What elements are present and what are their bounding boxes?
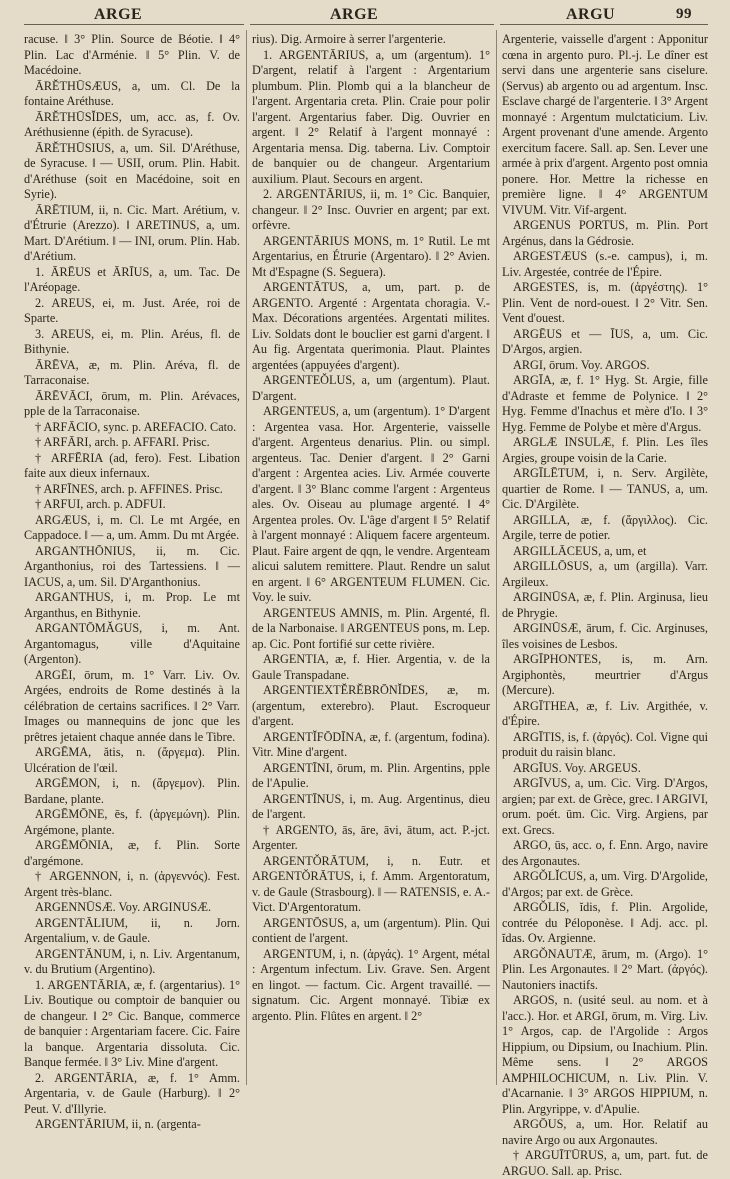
dictionary-entry: ARGĪA, æ, f. 1° Hyg. St. Argie, fille d'Adraste et femme de Polynice. ‖ 2° Hyg. Femme d'Inachus et mère d'Io. ‖ 3° Hyg. Femme de Polybe et mère d'Argus. bbox=[502, 373, 708, 434]
dictionary-entry: 2. ARGENTĀRIUS, ii, m. 1° Cic. Banquier, changeur. ‖ 2° Insc. Ouvrier en argent; par ext. orfèvre. bbox=[252, 187, 490, 232]
dictionary-entry: † ARFUI, arch. p. ADFUI. bbox=[35, 497, 166, 511]
dictionary-entry: ARGĪLĒTUM, i, n. Serv. Argilète, quartier de Rome. ‖ — TANUS, a, um. Cic. D'Argilète. bbox=[502, 466, 708, 511]
dictionary-entry: † ARFĀCIO, sync. p. AREFACIO. Cato. bbox=[35, 419, 237, 434]
dictionary-entry: 1. ARGENTĀRIUS, a, um (argentum). 1° D'argent, relatif à l'argent : Argentarium plumbum. Plin. Plomb qui a la blancheur de l'argent. Argentaria creta. Plin. Craie pour polir l'argent. Argentarius faber. Dig. Ouvrier en argent. ‖ 2° Relatif à l'argent monnayé : Argentaria mensa. Dig. taberna. Liv. Comptoir de banquier ou de changeur. Argentarium auxilium. Plaut. Secours en argent. bbox=[252, 47, 490, 186]
dictionary-entry: ARGILLA, æ, f. (ἄργιλλος). Cic. Argile, terre de potier. bbox=[502, 512, 708, 542]
dictionary-entry: ARGENTĪNUS, i, m. Aug. Argentinus, dieu de l'argent. bbox=[252, 791, 490, 821]
dictionary-entry: ARGANTŌMĂGUS, i, m. Ant. Argantomagus, ville d'Aquitaine (Argenton). bbox=[24, 621, 240, 666]
dictionary-entry: ĀRĒVĀCI, ōrum, m. Plin. Arévaces, pple de la Tarraconaise. bbox=[24, 388, 240, 418]
dictionary-entry: racuse. ‖ 3° Plin. Source de Béotie. ‖ 4° Plin. Lac d'Arménie. ‖ 5° Plin. V. de Macédoine. bbox=[24, 32, 240, 77]
dictionary-entry: ARGŎNAUTÆ, ārum, m. (Argo). 1° Plin. Les Argonautes. ‖ 2° Mart. (ἀργός). Nautoniers inactifs. bbox=[502, 946, 708, 992]
dictionary-entry: ARGENUS PORTUS, m. Plin. Port Argénus, dans la Gédrosie. bbox=[502, 218, 708, 248]
dictionary-entry: ARGENTĀRIUS MONS, m. 1° Rutil. Le mt Argentarius, en Étrurie (Argentaro). ‖ 2° Avien. Mt d'Espagne (S. Seguera). bbox=[252, 233, 490, 279]
header-rule-left bbox=[24, 24, 244, 25]
dictionary-entry: ARGĪTIS, is, f. (ἀργός). Col. Vigne qui produit du raisin blanc. bbox=[502, 729, 708, 759]
column-1 bbox=[24, 32, 240, 1131]
dictionary-entry: ARGILLŌSUS, a, um (argilla). Varr. Argileux. bbox=[502, 559, 708, 589]
dictionary-entry: ARGENTIA, æ, f. Hier. Argentia, v. de la Gaule Transpadane. bbox=[252, 652, 490, 682]
dictionary-entry: † ARFĪNES, arch. p. AFFINES. Prisc. bbox=[35, 481, 223, 496]
dictionary-entry: ARGĒUS et — ĪUS, a, um. Cic. D'Argos, argien. bbox=[502, 326, 708, 356]
dictionary-entry: ARGENTĬFŌDĪNA, æ, f. (argentum, fodina). Vitr. Mine d'argent. bbox=[252, 729, 490, 759]
dictionary-entry: ĀRĔTHŪSÆUS, a, um. Cl. De la fontaine Aréthuse. bbox=[24, 78, 240, 108]
running-header bbox=[0, 4, 730, 30]
dictionary-entry: ARGĒMŌNIA, æ, f. Plin. Sorte d'argémone. bbox=[24, 838, 240, 868]
dictionary-entry: ARGESTÆUS (s.-e. campus), i, m. Liv. Argestée, contrée de l'Épire. bbox=[502, 249, 708, 279]
dictionary-entry: ARGENTUM, i, n. (ἀργάς). 1° Argent, métal : Argentum infectum. Liv. Grave. Sen. Argent en lingot. — factum. Cic. Argent travaillé. — signatum. Cic. Argent monnayé. Tibiæ ex argento. Plin. Flûtes en argent. ‖ 2° bbox=[252, 946, 490, 1023]
dictionary-entry: ARGĪTHEA, æ, f. Liv. Argithée, v. d'Épire. bbox=[502, 698, 708, 728]
dictionary-entry: ARGENTEUS AMNIS, m. Plin. Argenté, fl. de la Narbonaise. ‖ ARGENTEUS pons, m. Lep. ap. Cic. Pont fortifié sur cette rivière. bbox=[252, 605, 490, 651]
dictionary-entry: ARGĒMON, i, n. (ἄργεμον). Plin. Bardane, plante. bbox=[24, 776, 240, 806]
dictionary-entry: ĀRĒVA, æ, m. Plin. Aréva, fl. de Tarraconaise. bbox=[24, 357, 240, 387]
column-divider-1 bbox=[246, 30, 247, 1085]
header-right-guideword: ARGU bbox=[566, 6, 616, 23]
dictionary-entry: ARGENNŪSÆ. Voy. ARGINUSÆ. bbox=[35, 900, 212, 914]
dictionary-entry: ĀRĔTHŪSIUS, a, um. Sil. D'Aréthuse, de Syracuse. ‖ — USII, orum. Plin. Habit. d'Aréthuse (soit en Macédoine, soit en Syrie). bbox=[24, 140, 240, 201]
header-left-guideword: ARGE bbox=[94, 6, 143, 23]
dictionary-entry: ARGENTŌSUS, a, um (argentum). Plin. Qui contient de l'argent. bbox=[252, 915, 490, 945]
dictionary-entry: ARGINŪSA, æ, f. Plin. Arginusa, lieu de Phrygie. bbox=[502, 590, 708, 620]
dictionary-entry: ARGĒI, ōrum, m. 1° Varr. Liv. Ov. Argées, endroits de Rome destinés à la célébration de certains sacrifices. ‖ 2° Varr. Images ou mannequins de jonc que les prêtres jetaient chaque année dans le Tibre. bbox=[24, 667, 240, 744]
dictionary-entry: † ARFĒRIA (ad, fero). Fest. Libation faite aux dieux infernaux. bbox=[24, 450, 240, 480]
dictionary-entry: 1. ARGENTĀRIA, æ, f. (argentarius). 1° Liv. Boutique ou comptoir de banquier ou de changeur. ‖ 2° Cic. Banque, commerce de banquier : Argentariam facere. Cic. Faire la banque. Argentaria dissoluta. Cic. Banque fermée. ‖ 3° Liv. Mine d'argent. bbox=[24, 977, 240, 1069]
column-divider-2 bbox=[496, 30, 497, 1085]
dictionary-entry: ARGŌUS, a, um. Hor. Relatif au navire Argo ou aux Argonautes. bbox=[502, 1117, 708, 1147]
dictionary-entry: ARGĪUS. Voy. ARGEUS. bbox=[513, 760, 641, 775]
dictionary-entry: 1. ĀRĒUS et ĀRĪUS, a, um. Tac. De l'Aréopage. bbox=[24, 264, 240, 294]
dictionary-entry: † ARGENNON, i, n. (ἀργεννός). Fest. Argent très-blanc. bbox=[24, 869, 240, 899]
dictionary-entry: ARGENTŎRĀTUM, i, n. Eutr. et ARGENTŎRĀTUS, i, f. Amm. Argentoratum, v. de Gaule (Strasbourg). ‖ — RATENSIS, e. A.-Vict. D'Argentoratum. bbox=[252, 853, 490, 914]
dictionary-entry: ARGENTĀRIUM, ii, n. (argenta- bbox=[35, 1117, 201, 1131]
dictionary-entry: rius). Dig. Armoire à serrer l'argenterie. bbox=[252, 32, 446, 46]
dictionary-entry: † ARGENTO, ās, āre, āvi, ātum, act. P.-jct. Argenter. bbox=[252, 822, 490, 852]
dictionary-entry: ARGI, ōrum. Voy. ARGOS. bbox=[513, 357, 650, 372]
dictionary-entry: ARGO, ūs, acc. o, f. Enn. Argo, navire des Argonautes. bbox=[502, 838, 708, 868]
dictionary-entry: ARGINŪSÆ, ārum, f. Cic. Arginuses, îles voisines de Lesbos. bbox=[502, 621, 708, 651]
dictionary-entry: ARGENTĀNUM, i, n. Liv. Argentanum, v. du Brutium (Argentino). bbox=[24, 946, 240, 976]
dictionary-entry: † ARGUĪTŪRUS, a, um, part. fut. de ARGUO. Sall. ap. Prisc. bbox=[502, 1148, 708, 1178]
header-rule-right bbox=[500, 24, 708, 25]
dictionary-entry: ARGĪVUS, a, um. Cic. Virg. D'Argos, argien; par ext. de Grèce, grec. ‖ ARGIVI, orum. poét. ūm. Cic. Virg. Argiens, par ext. Grecs. bbox=[502, 776, 708, 837]
dictionary-entry: ĀRĔTHŪSĬDES, um, acc. as, f. Ov. Aréthusienne (épith. de Syracuse). bbox=[24, 109, 240, 139]
dictionary-entry: ARGĒMA, ătis, n. (ἄργεμα). Plin. Ulcération de l'œil. bbox=[24, 745, 240, 775]
dictionary-entry: ARGĪPHONTES, is, m. Arn. Argiphontès, meurtrier d'Argus (Mercure). bbox=[502, 652, 708, 697]
dictionary-entry: ĀRĒTIUM, ii, n. Cic. Mart. Arétium, v. d'Étrurie (Arezzo). ‖ ARETINUS, a, um. Mart. D'Arétium. ‖ — INI, orum. Plin. Hab. d'Arétium. bbox=[24, 202, 240, 263]
column-3 bbox=[502, 32, 708, 1178]
dictionary-entry: ARGILLĀCEUS, a, um, et bbox=[513, 543, 647, 558]
dictionary-entry: ARGESTES, is, m. (ἀργέστης). 1° Plin. Vent de nord-ouest. ‖ 2° Vitr. Sen. Vent d'ouest. bbox=[502, 280, 708, 325]
dictionary-entry: † ARFĀRI, arch. p. AFFARI. Prisc. bbox=[35, 435, 210, 449]
dictionary-entry: ARGANTHŌNIUS, ii, m. Cic. Arganthonius, roi des Tartessiens. ‖ — IACUS, a, um. Sil. D'Arganthonius. bbox=[24, 543, 240, 589]
dictionary-entry: ARGENTĀTUS, a, um, part. p. de ARGENTO. Argenté : Argentata choragia. V.-Max. Décorations argentées. Argentati milites. Liv. Soldats dont le bouclier est garni d'argent. ‖ Au fig. Argentata querimonia. Plaut. Plaintes argentées (appuyées d'argent). bbox=[252, 280, 490, 372]
column-2 bbox=[252, 32, 490, 1084]
dictionary-entry: 2. AREUS, ei, m. Just. Arée, roi de Sparte. bbox=[24, 295, 240, 325]
dictionary-entry: Argenterie, vaisselle d'argent : Apponitur cœna in argento puro. Pl.-j. Le dîner est servi dans une argenterie sans ciselure. (Servus) ab argento ou ad argentum. Insc. Esclave chargé de l'argenterie. ‖ 3° Argent monnayé : Argentum mulctaticium. Liv. Argent provenant d'une amende. Argento exercitum facere. Sall. ap. Sen. Lever une armée à prix d'argent. Argento post omnia ponere. Hor. Mettre la richesse en première ligne. ‖ 4° ARGENTUM VIVUM. Vitr. Vif-argent. bbox=[502, 32, 708, 217]
dictionary-entry: ARGLÆ INSULÆ, f. Plin. Les îles Argies, groupe voisin de la Carie. bbox=[502, 435, 708, 465]
dictionary-entry: 2. ARGENTĀRIA, æ, f. 1° Amm. Argentaria, v. de Gaule (Harburg). ‖ 2° Peut. V. d'Illyrie. bbox=[24, 1070, 240, 1116]
dictionary-entry: ARGENTEŎLUS, a, um (argentum). Plaut. D'argent. bbox=[252, 373, 490, 403]
dictionary-entry: ARGÆUS, i, m. Cl. Le mt Argée, en Cappadoce. ‖ — a, um. Amm. Du mt Argée. bbox=[24, 512, 240, 542]
dictionary-entry: ARGENTIEXTĔRĔBRŌNĬDES, æ, m. (argentum, exterebro). Plaut. Escroqueur d'argent. bbox=[252, 683, 490, 728]
dictionary-entry: ARGENTĀLIUM, ii, n. Jorn. Argentalium, v. de Gaule. bbox=[24, 915, 240, 945]
dictionary-entry: ARGĒMŌNE, ēs, f. (ἀργεμώνη). Plin. Argémone, plante. bbox=[24, 807, 240, 837]
dictionary-entry: ARGANTHUS, i, m. Prop. Le mt Arganthus, en Bithynie. bbox=[24, 590, 240, 620]
dictionary-entry: ARGENTEUS, a, um (argentum). 1° D'argent : Argentea vasa. Hor. Argenterie, vaisselle d'argent. Argenteus denarius. Plin. ou simpl. argenteus. Tac. Denier d'argent. ‖ 2° Garni d'argent : Argentea acies. Liv. Armée couverte d'argent. ‖ 3° Blanc comme l'argent : Argenteus ales. Ov. Oiseau au plumage argenté. ‖ 4° Argentea proles. Ov. L'âge d'argent ‖ 5° Relatif à l'argent monnayé : Aliquem facere argenteum. Plaut. Faire argent de qqn, le vendre. Argenteam alicui salutem remittere. Plaut. Rendre un salut en argent. ‖ 6° ARGENTEUM FLUMEN. Cic. Voy. le suiv. bbox=[252, 404, 490, 604]
dictionary-entry: ARGOS, n. (usité seul. au nom. et à l'acc.). Hor. et ARGI, ōrum, m. Virg. Liv. 1° Argos, cap. de l'Argolide : Argos Hippium, ou Dipsium, ou Inachium. Plin. Même sens. ‖ 2° ARGOS AMPHILOCHICUM, n. Liv. Plin. V. d'Acarnanie. ‖ 3° ARGOS HIPPIUM, n. Plin. Argyrippe, v. d'Apulie. bbox=[502, 993, 708, 1116]
dictionary-entry: ARGŎLIS, ĭdis, f. Plin. Argolide, contrée du Péloponèse. ‖ Adj. acc. pl. ĭdas. Ov. Argienne. bbox=[502, 900, 708, 945]
dictionary-entry: 3. AREUS, ei, m. Plin. Aréus, fl. de Bithynie. bbox=[24, 326, 240, 356]
page-number: 99 bbox=[676, 6, 692, 22]
dictionary-entry: ARGŎLĬCUS, a, um. Virg. D'Argolide, d'Argos; par ext. de Grèce. bbox=[502, 869, 708, 899]
header-rule-center bbox=[250, 24, 494, 25]
header-center-guideword: ARGE bbox=[330, 6, 379, 23]
dictionary-entry: ARGENTĪNI, ōrum, m. Plin. Argentins, pple de l'Apulie. bbox=[252, 760, 490, 790]
